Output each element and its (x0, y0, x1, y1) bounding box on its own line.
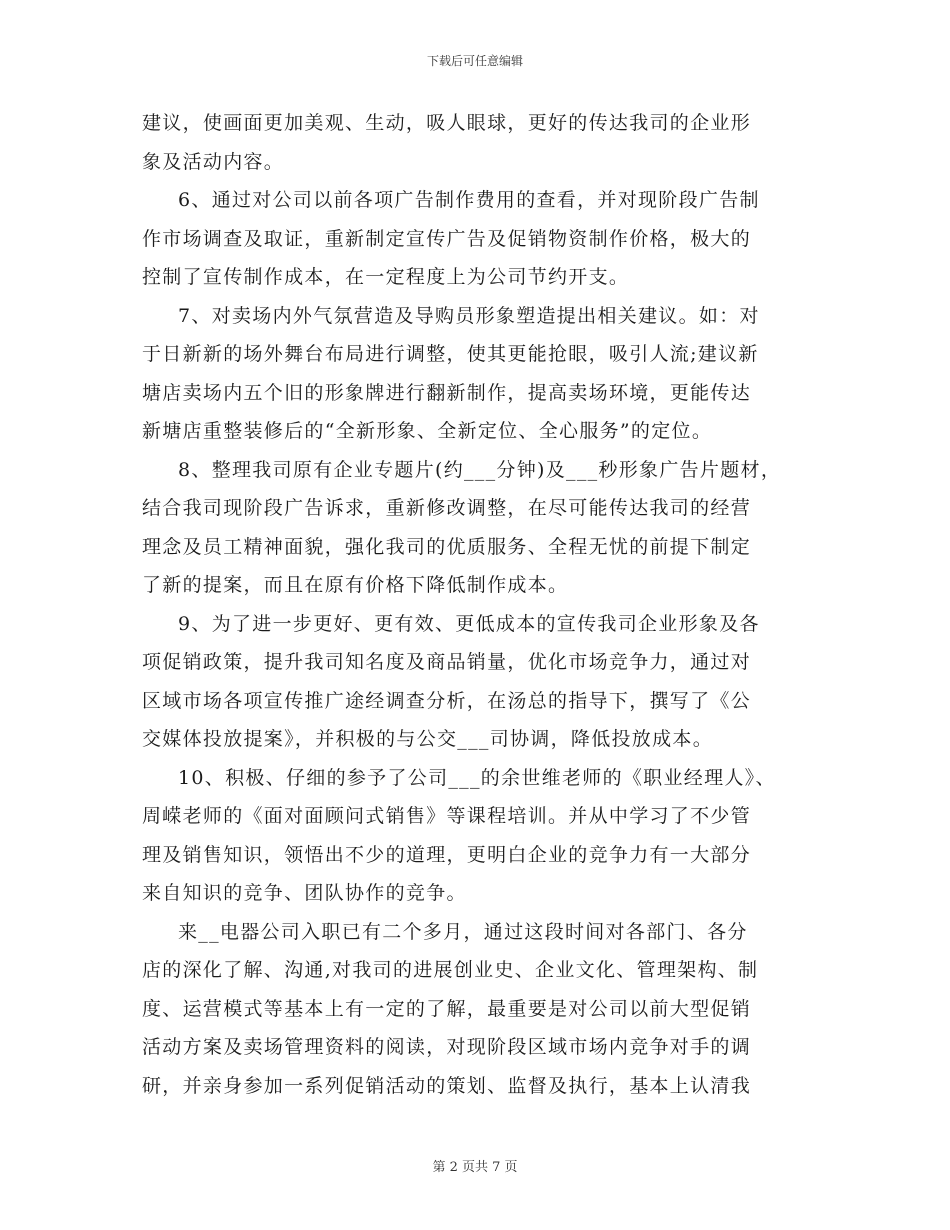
text-line: 结合我司现阶段广告诉求，重新修改调整，在尽可能传达我司的经营 (142, 497, 752, 519)
text-line: 活动方案及卖场管理资料的阅读，对现阶段区域市场内竞争对手的调 (142, 1036, 752, 1058)
text-line: 店的深化了解、沟通,对我司的进展创业史、企业文化、管理架构、制 (142, 959, 759, 981)
text-line: 理念及员工精神面貌，强化我司的优质服务、全程无忧的前提下制定 (142, 535, 752, 558)
text-line: 于日新新的场外舞台布局进行调整，使其更能抢眼，吸引人流;建议新 (142, 343, 759, 365)
text-line: 建议，使画面更加美观、生动，吸人眼球，更好的传达我司的企业形 (142, 112, 752, 134)
paragraph-start: 10、积极、仔细的参予了公司___的余世维老师的《职业经理人》、 (178, 766, 776, 789)
page-header: 下载后可任意编辑 (426, 54, 523, 68)
text-line: 研，并亲身参加一系列促销活动的策划、监督及执行，基本上认清我 (142, 1074, 752, 1097)
document-body (142, 104, 814, 1105)
text-line: 塘店卖场内五个旧的形象牌进行翻新制作，提高卖场环境，更能传达 (142, 381, 752, 404)
text-line: 了新的提案，而且在原有价格下降低制作成本。 (142, 574, 569, 596)
paragraph-start: 7、对卖场内外气氛营造及导购员形象塑造提出相关建议。如：对 (178, 304, 760, 327)
text-line: 理及销售知识，领悟出不少的道理，更明白企业的竞争力有一大部分 (142, 843, 752, 866)
text-line: 控制了宣传制作成本，在一定程度上为公司节约开支。 (142, 266, 630, 288)
text-line: 度、运营模式等基本上有一定的了解，最重要是对公司以前大型促销 (142, 997, 752, 1020)
paragraph-start: 8、整理我司原有企业专题片(约___分钟)及___秒形象广告片题材， (178, 458, 782, 481)
text-line: 项促销政策，提升我司知名度及商品销量，优化市场竞争力，通过对 (142, 651, 752, 673)
text-line: 新塘店重整装修后的“全新形象、全新定位、全心服务”的定位。 (142, 420, 713, 442)
text-line: 区域市场各项宣传推广途经调查分析，在汤总的指导下，撰写了《公 (142, 689, 752, 712)
paragraph-start: 6、通过对公司以前各项广告制作费用的查看，并对现阶段广告制 (178, 189, 760, 211)
text-line: 来自知识的竞争、团队协作的竞争。 (142, 882, 467, 904)
page-footer: 第 2 页共 7 页 (432, 1160, 518, 1175)
paragraph-start: 9、为了进一步更好、更有效、更低成本的宣传我司企业形象及各 (178, 612, 760, 635)
text-line: 作市场调查及取证，重新制定宣传广告及促销物资制作价格，极大的 (142, 227, 752, 250)
text-line: 周嵘老师的《面对面顾问式销售》等课程培训。并从中学习了不少管 (142, 805, 752, 827)
text-line: 交媒体投放提案》，并积极的与公交___司协调，降低投放成本。 (142, 728, 714, 750)
text-line: 象及活动内容。 (142, 150, 285, 173)
paragraph-start: 来__电器公司入职已有二个多月，通过这段时间对各部门、各分 (178, 920, 748, 943)
